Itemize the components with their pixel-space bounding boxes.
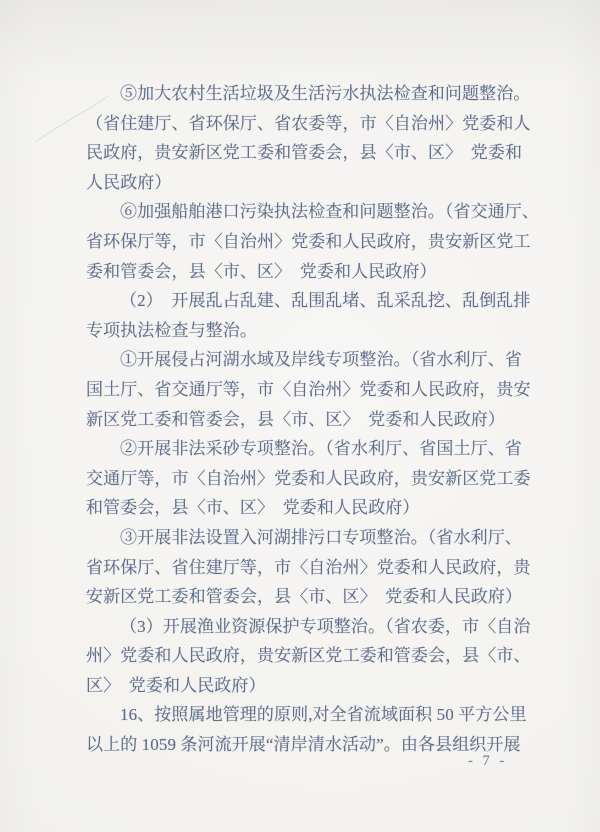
document-line: 区〉 党委和人民政府）	[86, 675, 266, 695]
document-line: ③开展非法设置入河湖排污口专项整治。（省水利厅、	[120, 527, 522, 547]
document-line: 民政府，贵安新区党工委和管委会，县〈市、区〉 党委和	[86, 143, 523, 163]
document-line: 州〉党委和人民政府，贵安新区党工委和管委会，县〈市、	[86, 646, 531, 666]
document-line: 省环保厅等，市〈自治州〉党委和人民政府，贵安新区党工	[86, 231, 531, 251]
page-number: - 7 -	[468, 753, 508, 769]
document-line: （2） 开展乱占乱建、乱围乱堵、乱采乱挖、乱倒乱排	[120, 291, 531, 311]
document-body	[86, 79, 539, 760]
document-line: 委和管委会，县〈市、区〉 党委和人民政府）	[86, 261, 437, 281]
document-line: 省环保厅、省住建厅等，市〈自治州〉党委和人民政府，贵	[86, 557, 531, 577]
document-line: （3）开展渔业资源保护专项整治。（省农委，市〈自治	[120, 616, 531, 636]
document-line: ⑥加强船舶港口污染执法检查和问题整治。（省交通厅、	[120, 202, 539, 222]
document-line: 安新区党工委和管委会，县〈市、区〉 党委和人民政府）	[86, 587, 523, 607]
document-line: 国土厅、省交通厅等，市〈自治州〉党委和人民政府，贵安	[86, 379, 531, 399]
document-line: ①开展侵占河湖水域及岸线专项整治。（省水利厅、省	[120, 350, 522, 370]
document-line: ⑤加大农村生活垃圾及生活污水执法检查和问题整治。	[120, 84, 531, 103]
document-line: 专项执法检查与整治。	[86, 320, 257, 340]
document-line: 交通厅等，市〈自治州〉党委和人民政府，贵安新区党工委	[86, 468, 531, 488]
document-line: 以上的 1059 条河流开展“清岸清水活动”。由各县组织开展	[86, 735, 521, 755]
document-line: （省住建厅、省环保厅、省农委等，市〈自治州〉党委和人	[86, 113, 531, 133]
document-line: 16、按照属地管理的原则,对全省流域面积 50 平方公里	[120, 705, 527, 725]
document-line: 人民政府）	[86, 172, 172, 192]
document-line: 和管委会，县〈市、区〉 党委和人民政府）	[86, 498, 420, 518]
document-line: 新区党工委和管委会，县〈市、区〉 党委和人民政府）	[86, 409, 505, 429]
document-line: ②开展非法采砂专项整治。（省水利厅、省国土厅、省	[120, 439, 522, 459]
